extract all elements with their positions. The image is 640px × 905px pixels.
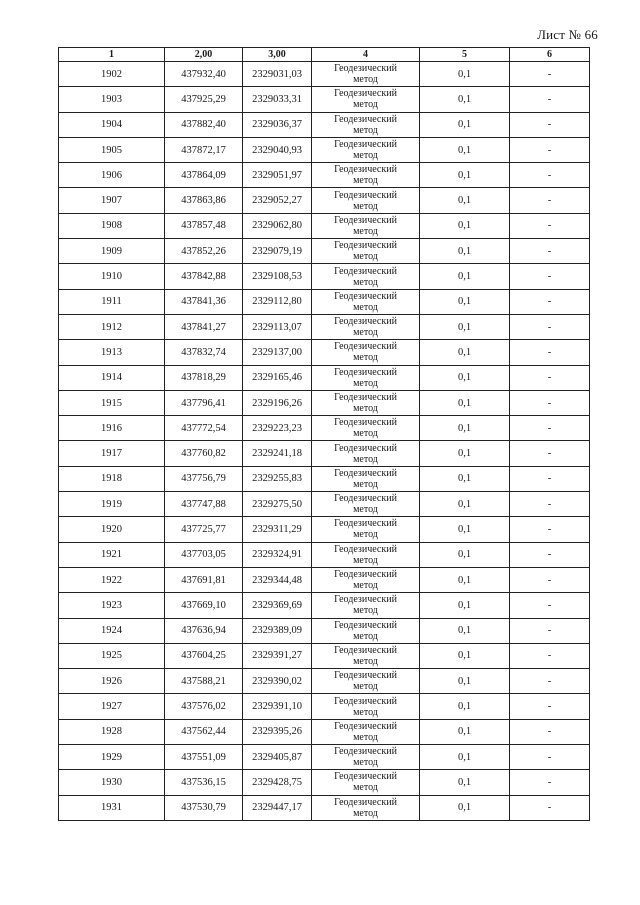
method-cell [312,62,420,87]
header-col-3: 3,00 [243,48,312,62]
point-number-cell: 1928 [59,719,165,744]
method-line-1: Геодезический [334,619,397,631]
accuracy-cell: 0,1 [420,163,510,188]
accuracy-cell: 0,1 [420,466,510,491]
method-line-2: метод [353,478,378,490]
table-row [59,213,590,238]
method-cell [312,770,420,795]
point-number-cell: 1924 [59,618,165,643]
x-coordinate-cell: 437536,15 [165,770,243,795]
method-line-2: метод [353,124,378,136]
method-line-1: Геодезический [334,240,397,252]
table-row [59,694,590,719]
method-line-2: метод [353,605,378,617]
accuracy-cell: 0,1 [420,365,510,390]
accuracy-cell: 0,1 [420,618,510,643]
table-row [59,567,590,592]
method-cell [312,188,420,213]
header-col-1: 1 [59,48,165,62]
y-coordinate-cell: 2329344,48 [243,567,312,592]
table-row [59,770,590,795]
method-line-1: Геодезический [334,341,397,353]
method-cell [312,618,420,643]
table-row [59,492,590,517]
method-cell [312,567,420,592]
method-line-2: метод [353,327,378,339]
note-cell: - [510,669,590,694]
method-cell [312,492,420,517]
note-cell: - [510,492,590,517]
point-number-cell: 1921 [59,542,165,567]
note-cell: - [510,466,590,491]
x-coordinate-cell: 437857,48 [165,213,243,238]
y-coordinate-cell: 2329052,27 [243,188,312,213]
x-coordinate-cell: 437925,29 [165,87,243,112]
x-coordinate-cell: 437832,74 [165,340,243,365]
x-coordinate-cell: 437864,09 [165,163,243,188]
method-cell [312,365,420,390]
accuracy-cell: 0,1 [420,340,510,365]
note-cell: - [510,188,590,213]
y-coordinate-cell: 2329031,03 [243,62,312,87]
method-cell [312,163,420,188]
x-coordinate-cell: 437932,40 [165,62,243,87]
point-number-cell: 1908 [59,213,165,238]
table-row [59,264,590,289]
accuracy-cell: 0,1 [420,441,510,466]
table-row [59,390,590,415]
method-cell [312,87,420,112]
accuracy-cell: 0,1 [420,669,510,694]
x-coordinate-cell: 437576,02 [165,694,243,719]
method-line-2: метод [353,782,378,794]
method-line-1: Геодезический [334,417,397,429]
method-line-2: метод [353,225,378,237]
method-cell [312,669,420,694]
method-line-2: метод [353,453,378,465]
sheet-number-label: Лист № 66 [537,27,598,42]
accuracy-cell: 0,1 [420,213,510,238]
method-line-1: Геодезический [334,189,397,201]
point-number-cell: 1904 [59,112,165,137]
method-line-1: Геодезический [334,594,397,606]
note-cell: - [510,390,590,415]
method-cell [312,137,420,162]
header-col-4: 4 [312,48,420,62]
point-number-cell: 1915 [59,390,165,415]
x-coordinate-cell: 437691,81 [165,567,243,592]
method-line-1: Геодезический [334,392,397,403]
x-coordinate-cell: 437588,21 [165,669,243,694]
point-number-cell: 1925 [59,643,165,668]
method-cell [312,314,420,339]
table-row [59,416,590,441]
table-row [59,441,590,466]
y-coordinate-cell: 2329062,80 [243,213,312,238]
note-cell: - [510,289,590,314]
method-line-1: Геодезический [334,214,397,226]
y-coordinate-cell: 2329036,37 [243,112,312,137]
y-coordinate-cell: 2329391,10 [243,694,312,719]
method-cell [312,340,420,365]
table-row [59,87,590,112]
y-coordinate-cell: 2329390,02 [243,669,312,694]
table-row [59,340,590,365]
point-number-cell: 1903 [59,87,165,112]
note-cell: - [510,314,590,339]
note-cell: - [510,643,590,668]
point-number-cell: 1911 [59,289,165,314]
method-line-2: метод [353,554,378,566]
point-number-cell: 1906 [59,163,165,188]
method-line-2: метод [353,529,378,541]
x-coordinate-cell: 437818,29 [165,365,243,390]
point-number-cell: 1919 [59,492,165,517]
y-coordinate-cell: 2329137,00 [243,340,312,365]
method-cell [312,289,420,314]
point-number-cell: 1902 [59,62,165,87]
y-coordinate-cell: 2329079,19 [243,239,312,264]
table-row [59,112,590,137]
method-cell [312,441,420,466]
accuracy-cell: 0,1 [420,593,510,618]
method-line-1: Геодезический [334,746,397,758]
header-col-2: 2,00 [165,48,243,62]
method-line-2: метод [353,403,378,414]
note-cell: - [510,239,590,264]
x-coordinate-cell: 437772,54 [165,416,243,441]
y-coordinate-cell: 2329324,91 [243,542,312,567]
method-cell [312,694,420,719]
method-cell [312,112,420,137]
note-cell: - [510,264,590,289]
method-cell [312,542,420,567]
method-line-1: Геодезический [334,316,397,328]
point-number-cell: 1905 [59,137,165,162]
point-number-cell: 1907 [59,188,165,213]
x-coordinate-cell: 437604,25 [165,643,243,668]
x-coordinate-cell: 437796,41 [165,390,243,415]
y-coordinate-cell: 2329389,09 [243,618,312,643]
y-coordinate-cell: 2329108,53 [243,264,312,289]
y-coordinate-cell: 2329033,31 [243,87,312,112]
note-cell: - [510,62,590,87]
accuracy-cell: 0,1 [420,567,510,592]
x-coordinate-cell: 437841,36 [165,289,243,314]
method-cell [312,416,420,441]
point-number-cell: 1926 [59,669,165,694]
point-number-cell: 1920 [59,517,165,542]
method-line-2: метод [353,706,378,718]
method-line-1: Геодезический [334,265,397,277]
accuracy-cell: 0,1 [420,643,510,668]
method-cell [312,390,420,415]
method-line-2: метод [353,175,378,187]
y-coordinate-cell: 2329165,46 [243,365,312,390]
table-body [59,62,590,821]
point-number-cell: 1917 [59,441,165,466]
method-line-1: Геодезический [334,139,397,151]
method-line-1: Геодезический [334,695,397,707]
x-coordinate-cell: 437747,88 [165,492,243,517]
method-line-2: метод [353,655,378,667]
x-coordinate-cell: 437562,44 [165,719,243,744]
method-line-2: метод [353,251,378,263]
table-row [59,163,590,188]
method-line-2: метод [353,428,378,440]
y-coordinate-cell: 2329428,75 [243,770,312,795]
method-line-1: Геодезический [334,442,397,454]
y-coordinate-cell: 2329255,83 [243,466,312,491]
method-line-2: метод [353,580,378,592]
x-coordinate-cell: 437760,82 [165,441,243,466]
method-cell [312,466,420,491]
note-cell: - [510,87,590,112]
method-cell [312,213,420,238]
table-row [59,137,590,162]
y-coordinate-cell: 2329113,07 [243,314,312,339]
y-coordinate-cell: 2329391,27 [243,643,312,668]
y-coordinate-cell: 2329311,29 [243,517,312,542]
note-cell: - [510,441,590,466]
method-cell [312,719,420,744]
method-line-1: Геодезический [334,164,397,176]
point-number-cell: 1922 [59,567,165,592]
method-line-2: метод [353,757,378,769]
accuracy-cell: 0,1 [420,719,510,744]
method-line-2: метод [353,74,378,86]
point-number-cell: 1927 [59,694,165,719]
table-row [59,719,590,744]
header-col-5: 5 [420,48,510,62]
method-line-2: метод [353,301,378,313]
accuracy-cell: 0,1 [420,416,510,441]
table-row [59,669,590,694]
y-coordinate-cell: 2329241,18 [243,441,312,466]
x-coordinate-cell: 437852,26 [165,239,243,264]
point-number-cell: 1929 [59,745,165,770]
point-number-cell: 1909 [59,239,165,264]
method-line-2: метод [353,377,378,389]
table-row [59,188,590,213]
method-line-1: Геодезический [334,720,397,732]
method-line-2: метод [353,352,378,364]
method-cell [312,239,420,264]
table-row [59,62,590,87]
method-line-1: Геодезический [334,644,397,656]
table-row [59,745,590,770]
method-cell [312,795,420,820]
note-cell: - [510,542,590,567]
method-cell [312,264,420,289]
note-cell: - [510,618,590,643]
table-row [59,466,590,491]
y-coordinate-cell: 2329040,93 [243,137,312,162]
note-cell: - [510,719,590,744]
x-coordinate-cell: 437841,27 [165,314,243,339]
method-line-1: Геодезический [334,569,397,581]
accuracy-cell: 0,1 [420,264,510,289]
accuracy-cell: 0,1 [420,694,510,719]
accuracy-cell: 0,1 [420,795,510,820]
point-number-cell: 1930 [59,770,165,795]
x-coordinate-cell: 437863,86 [165,188,243,213]
y-coordinate-cell: 2329051,97 [243,163,312,188]
x-coordinate-cell: 437636,94 [165,618,243,643]
table-row [59,542,590,567]
table-row [59,314,590,339]
point-number-cell: 1912 [59,314,165,339]
note-cell: - [510,365,590,390]
method-line-1: Геодезический [334,493,397,505]
table-row [59,365,590,390]
x-coordinate-cell: 437882,40 [165,112,243,137]
y-coordinate-cell: 2329447,17 [243,795,312,820]
note-cell: - [510,770,590,795]
accuracy-cell: 0,1 [420,542,510,567]
table-row [59,643,590,668]
y-coordinate-cell: 2329275,50 [243,492,312,517]
x-coordinate-cell: 437669,10 [165,593,243,618]
accuracy-cell: 0,1 [420,239,510,264]
accuracy-cell: 0,1 [420,137,510,162]
accuracy-cell: 0,1 [420,289,510,314]
accuracy-cell: 0,1 [420,770,510,795]
point-number-cell: 1923 [59,593,165,618]
accuracy-cell: 0,1 [420,87,510,112]
method-line-2: метод [353,504,378,516]
method-line-2: метод [353,731,378,743]
point-number-cell: 1913 [59,340,165,365]
note-cell: - [510,340,590,365]
point-number-cell: 1916 [59,416,165,441]
header-col-6: 6 [510,48,590,62]
note-cell: - [510,163,590,188]
y-coordinate-cell: 2329405,87 [243,745,312,770]
note-cell: - [510,112,590,137]
x-coordinate-cell: 437530,79 [165,795,243,820]
x-coordinate-cell: 437703,05 [165,542,243,567]
table-row [59,289,590,314]
accuracy-cell: 0,1 [420,112,510,137]
method-cell [312,745,420,770]
accuracy-cell: 0,1 [420,517,510,542]
accuracy-cell: 0,1 [420,314,510,339]
table-row [59,795,590,820]
method-line-1: Геодезический [334,113,397,125]
note-cell: - [510,593,590,618]
y-coordinate-cell: 2329196,26 [243,390,312,415]
x-coordinate-cell: 437872,17 [165,137,243,162]
x-coordinate-cell: 437756,79 [165,466,243,491]
table-header-row [59,48,590,62]
note-cell: - [510,213,590,238]
x-coordinate-cell: 437725,77 [165,517,243,542]
accuracy-cell: 0,1 [420,390,510,415]
x-coordinate-cell: 437842,88 [165,264,243,289]
method-line-1: Геодезический [334,771,397,783]
method-line-1: Геодезический [334,670,397,682]
method-cell [312,643,420,668]
method-line-2: метод [353,276,378,288]
y-coordinate-cell: 2329369,69 [243,593,312,618]
method-line-2: метод [353,681,378,693]
method-line-1: Геодезический [334,543,397,555]
method-line-2: метод [353,99,378,111]
note-cell: - [510,745,590,770]
method-cell [312,593,420,618]
method-line-2: метод [353,150,378,162]
method-line-1: Геодезический [334,88,397,100]
point-number-cell: 1931 [59,795,165,820]
method-line-1: Геодезический [334,467,397,479]
coordinates-table [58,47,590,821]
method-line-2: метод [353,630,378,642]
table-row [59,517,590,542]
accuracy-cell: 0,1 [420,188,510,213]
method-line-1: Геодезический [334,518,397,530]
method-line-1: Геодезический [334,796,397,808]
method-line-2: метод [353,807,378,819]
table-row [59,618,590,643]
note-cell: - [510,795,590,820]
accuracy-cell: 0,1 [420,745,510,770]
y-coordinate-cell: 2329395,26 [243,719,312,744]
x-coordinate-cell: 437551,09 [165,745,243,770]
note-cell: - [510,567,590,592]
method-line-1: Геодезический [334,63,397,75]
y-coordinate-cell: 2329112,80 [243,289,312,314]
y-coordinate-cell: 2329223,23 [243,416,312,441]
note-cell: - [510,137,590,162]
method-line-2: метод [353,200,378,212]
table-row [59,593,590,618]
point-number-cell: 1914 [59,365,165,390]
table-row [59,239,590,264]
note-cell: - [510,517,590,542]
method-line-1: Геодезический [334,366,397,378]
accuracy-cell: 0,1 [420,492,510,517]
method-line-1: Геодезический [334,290,397,302]
note-cell: - [510,694,590,719]
point-number-cell: 1910 [59,264,165,289]
method-cell [312,517,420,542]
point-number-cell: 1918 [59,466,165,491]
note-cell: - [510,416,590,441]
accuracy-cell: 0,1 [420,62,510,87]
